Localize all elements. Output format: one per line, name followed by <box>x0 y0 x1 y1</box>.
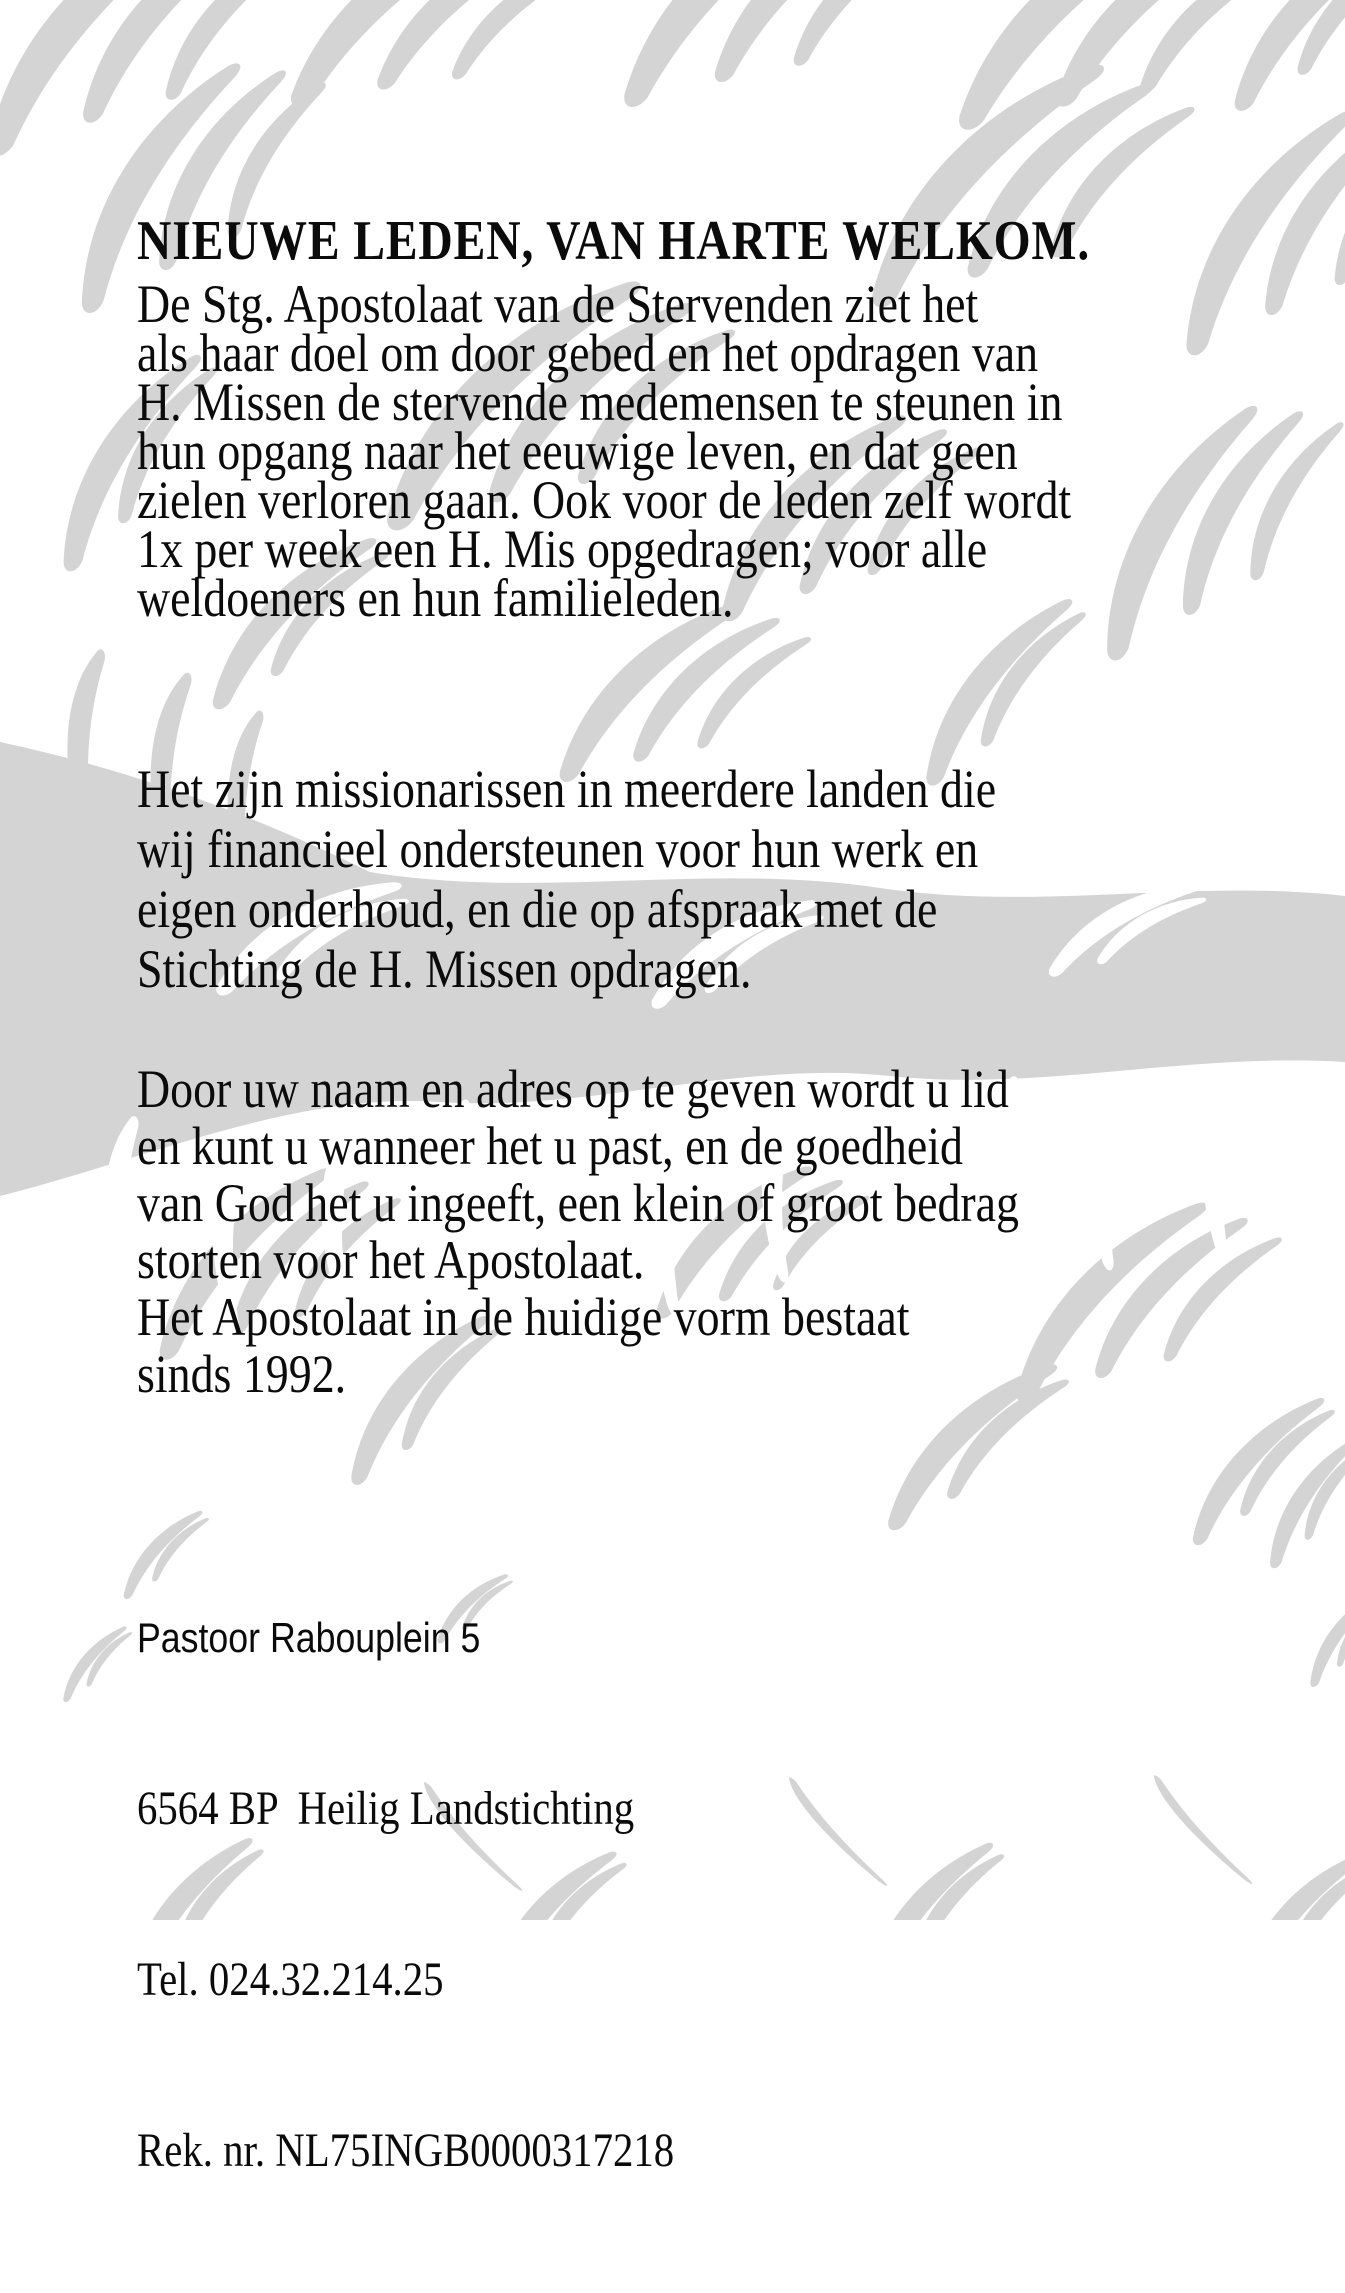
address-postal-city: 6564 BP Heilig Landstichting <box>137 1782 635 1835</box>
text-column <box>137 0 1344 2177</box>
text-line: hun opgang naar het eeuwige leven, en dat geen <box>137 421 1018 481</box>
text-line: zielen verloren gaan. Ook voor de leden zelf wordt <box>137 470 1072 530</box>
address-block <box>137 1495 674 2293</box>
text-line: H. Missen de stervende medemensen te steunen in <box>137 372 1063 432</box>
page-title: NIEUWE LEDEN, VAN HARTE WELKOM. <box>137 209 1091 272</box>
text-line: De Stg. Apostolaat van de Stervenden ziet het <box>137 274 979 334</box>
text-line: storten voor het Apostolaat. <box>137 1230 645 1290</box>
paragraph-membership <box>137 1061 1019 1403</box>
text-line: eigen onderhoud, en die op afspraak met de <box>137 879 938 939</box>
address-street: Pastoor Rabouplein 5 <box>137 1614 481 1661</box>
text-line: Stichting de H. Missen opdragen. <box>137 939 752 999</box>
text-line: Het zijn missionarissen in meerdere landen die <box>137 759 997 819</box>
text-line: Het Apostolaat in de huidige vorm bestaat <box>137 1287 910 1347</box>
address-account: Rek. nr. NL75INGB0000317218 <box>137 2124 675 2177</box>
text-line: van God het u ingeeft, een klein of groot bedrag <box>137 1173 1020 1233</box>
text-line: en kunt u wanneer het u past, en de goedheid <box>137 1116 963 1176</box>
text-line: weldoeners en hun familieleden. <box>137 568 734 628</box>
text-line: wij financieel ondersteunen voor hun werk en <box>137 819 979 879</box>
text-line: Door uw naam en adres op te geven wordt u lid <box>137 1059 1009 1119</box>
address-phone: Tel. 024.32.214.25 <box>137 1953 444 2006</box>
paragraph-missionaries <box>137 759 996 999</box>
text-line: 1x per week een H. Mis opgedragen; voor alle <box>137 519 988 579</box>
text-line: sinds 1992. <box>137 1344 347 1404</box>
paragraph-goal <box>137 274 1072 628</box>
text-line: als haar doel om door gebed en het opdragen van <box>137 323 1039 383</box>
